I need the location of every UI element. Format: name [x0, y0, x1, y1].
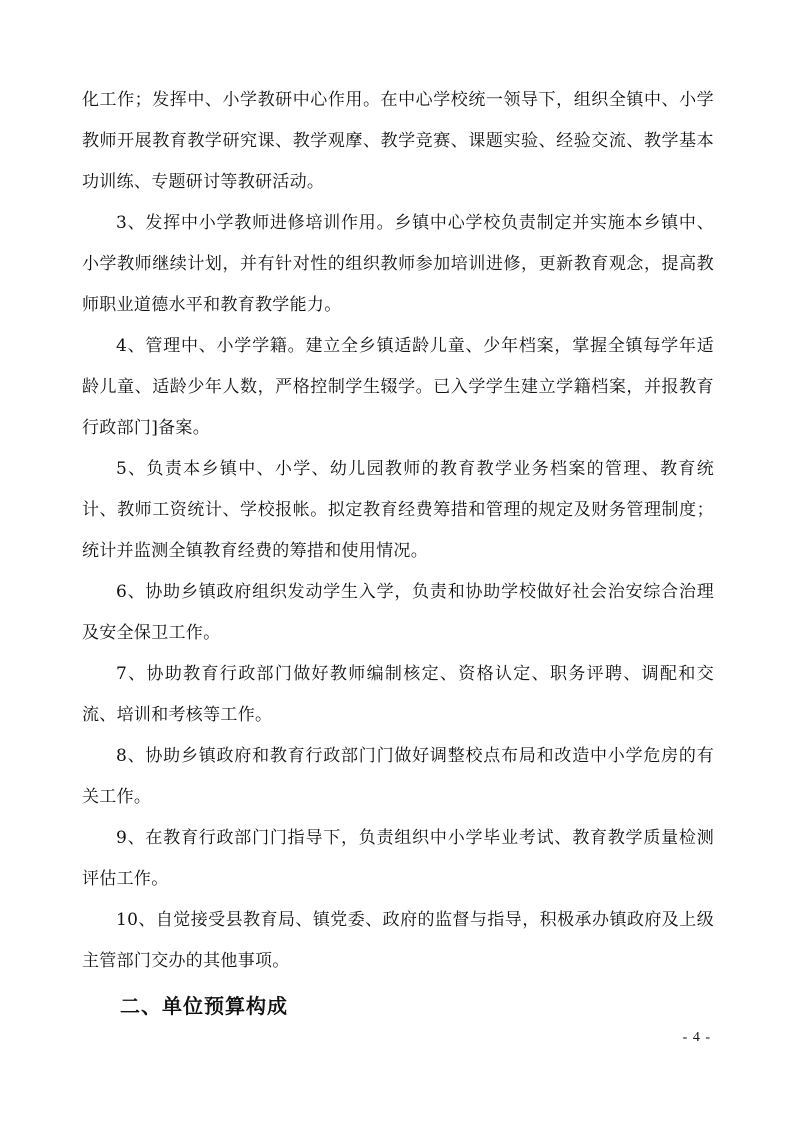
- paragraph-item-7: 7、协助教育行政部门做好教师编制核定、资格认定、职务评聘、调配和交流、培训和考核等工作。: [82, 664, 714, 725]
- paragraph-item-6: 6、协助乡镇政府组织发动学生入学，负责和协助学校做好社会治安综合治理及安全保卫工作。: [82, 582, 714, 643]
- paragraph-continuation: 化工作；发挥中、小学教研中心作用。在中心学校统一领导下，组织全镇中、小学教师开展教育教学研究课、教学观摩、教学竞赛、课题实验、经验交流、教学基本功训练、专题研讨等教研活动。: [82, 90, 714, 192]
- paragraph-item-3: 3、发挥中小学教师进修培训作用。乡镇中心学校负责制定并实施本乡镇中、小学教师继续计划，并有针对性的组织教师参加培训进修，更新教育观念，提高教师职业道德水平和教育教学能力。: [82, 213, 714, 315]
- page-number: - 4 -: [682, 1030, 711, 1045]
- paragraph-item-4: 4、管理中、小学学籍。建立全乡镇适龄儿童、少年档案，掌握全镇每学年适龄儿童、适龄少年人数，严格控制学生辍学。已入学学生建立学籍档案，并报教育行政部门]备案。: [82, 336, 714, 438]
- paragraph-item-9: 9、在教育行政部门门指导下，负责组织中小学毕业考试、教育教学质量检测评估工作。: [82, 828, 714, 889]
- paragraph-item-5: 5、负责本乡镇中、小学、幼儿园教师的教育教学业务档案的管理、教育统计、教师工资统计、学校报帐。拟定教育经费筹措和管理的规定及财务管理制度；统计并监测全镇教育经费的筹措和使用情况。: [82, 459, 714, 561]
- section-heading: 二、单位预算构成: [120, 994, 288, 1018]
- body-text: [82, 80, 714, 982]
- paragraph-item-8: 8、协助乡镇政府和教育行政部门门做好调整校点布局和改造中小学危房的有关工作。: [82, 746, 714, 807]
- paragraph-item-10: 10、自觉接受县教育局、镇党委、政府的监督与指导，积极承办镇政府及上级主管部门交办的其他事项。: [82, 910, 714, 971]
